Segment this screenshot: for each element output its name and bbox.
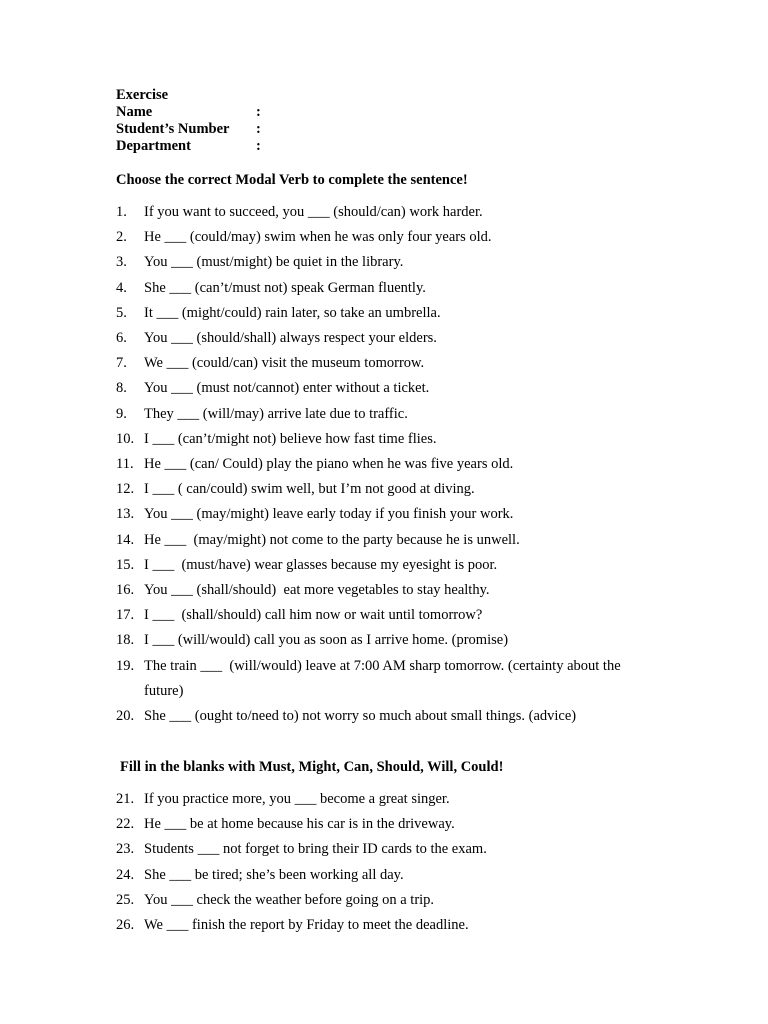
question-item — [116, 502, 656, 527]
question-text: It ___ (might/could) rain later, so take an umbrella. — [144, 304, 441, 321]
question-text: We ___ (could/can) visit the museum tomorrow. — [144, 355, 425, 372]
question-item — [116, 812, 656, 837]
question-text: The train ___ (will/would) leave at 7:00 AM sharp tomorrow. (certainty about the future) — [144, 657, 625, 699]
question-item — [116, 654, 656, 704]
section1-instruction: Choose the correct Modal Verb to complete the sentence! — [116, 172, 468, 188]
question-item — [116, 863, 656, 888]
question-number: 7. — [116, 355, 127, 372]
exercise-title: Exercise — [116, 87, 169, 103]
question-number: 16. — [116, 582, 135, 599]
section1-question-list — [116, 200, 656, 729]
question-number: 20. — [116, 708, 135, 725]
question-number: 24. — [116, 866, 135, 883]
question-item — [116, 301, 656, 326]
question-number: 2. — [116, 229, 127, 246]
question-text: You ___ (may/might) leave early today if you finish your work. — [144, 506, 514, 523]
question-text: I ___ (must/have) wear glasses because my eyesight is poor. — [144, 556, 498, 573]
question-number: 21. — [116, 791, 135, 807]
question-number: 19. — [116, 657, 135, 674]
question-item — [116, 787, 656, 812]
question-number: 11. — [116, 456, 134, 473]
question-text: I ___ (can’t/might not) believe how fast time flies. — [144, 430, 437, 447]
question-number: 15. — [116, 556, 135, 573]
question-text: She ___ (ought to/need to) not worry so much about small things. (advice) — [144, 708, 577, 725]
question-text: You ___ (should/shall) always respect your elders. — [144, 330, 437, 347]
question-text: She ___ be tired; she’s been working all day. — [144, 866, 404, 883]
question-number: 10. — [116, 430, 135, 447]
question-text: Students ___ not forget to bring their ID cards to the exam. — [144, 841, 487, 858]
question-number: 9. — [116, 405, 127, 422]
department-field-colon: : — [256, 138, 261, 154]
question-item — [116, 837, 656, 862]
question-item — [116, 888, 656, 913]
question-item — [116, 351, 656, 376]
question-item — [116, 603, 656, 628]
name-field-label: Name — [116, 104, 153, 120]
question-text: I ___ (will/would) call you as soon as I arrive home. (promise) — [144, 632, 509, 649]
exercise-title-row — [116, 87, 266, 104]
question-item — [116, 200, 656, 225]
question-text: You ___ (shall/should) eat more vegetables to stay healthy. — [144, 582, 490, 599]
question-item — [116, 326, 656, 351]
question-text: If you practice more, you ___ become a great singer. — [144, 791, 450, 807]
question-text: You ___ check the weather before going on a trip. — [144, 891, 435, 908]
question-item — [116, 402, 656, 427]
question-number: 1. — [116, 204, 127, 220]
question-number: 22. — [116, 816, 135, 833]
question-item — [116, 376, 656, 401]
question-text: They ___ (will/may) arrive late due to traffic. — [144, 405, 408, 422]
question-number: 6. — [116, 330, 127, 347]
question-item — [116, 250, 656, 275]
question-number: 13. — [116, 506, 135, 523]
department-field-row — [116, 138, 266, 155]
question-text: He ___ (can/ Could) play the piano when he was five years old. — [144, 456, 514, 473]
question-item — [116, 913, 656, 938]
question-item — [116, 276, 656, 301]
question-text: If you want to succeed, you ___ (should/can) work harder. — [144, 204, 483, 220]
question-number: 5. — [116, 304, 127, 321]
question-number: 17. — [116, 607, 135, 624]
section2-question-list — [116, 787, 656, 938]
question-number: 12. — [116, 481, 135, 498]
question-item — [116, 578, 656, 603]
question-item — [116, 427, 656, 452]
question-text: You ___ (must not/cannot) enter without a ticket. — [144, 380, 430, 397]
question-item — [116, 452, 656, 477]
department-field-label: Department — [116, 138, 191, 154]
question-text: We ___ finish the report by Friday to meet the deadline. — [144, 917, 469, 934]
question-text: He ___ be at home because his car is in the driveway. — [144, 816, 455, 833]
question-number: 14. — [116, 531, 135, 548]
question-item — [116, 477, 656, 502]
question-text: You ___ (must/might) be quiet in the library. — [144, 254, 404, 271]
student-number-field-row — [116, 121, 266, 138]
question-text: She ___ (can’t/must not) speak German fluently. — [144, 279, 426, 296]
name-field-colon: : — [256, 104, 261, 120]
question-item — [116, 704, 656, 729]
name-field-row — [116, 104, 266, 121]
question-number: 23. — [116, 841, 135, 858]
question-number: 18. — [116, 632, 135, 649]
question-item — [116, 628, 656, 653]
question-item — [116, 225, 656, 250]
question-number: 4. — [116, 279, 127, 296]
student-number-field-colon: : — [256, 121, 261, 137]
question-number: 8. — [116, 380, 127, 397]
exercise-header — [116, 87, 266, 155]
question-text: He ___ (may/might) not come to the party because he is unwell. — [144, 531, 520, 548]
section2-instruction: Fill in the blanks with Must, Might, Can, Should, Will, Could! — [120, 759, 504, 775]
question-number: 26. — [116, 917, 135, 934]
question-text: He ___ (could/may) swim when he was only four years old. — [144, 229, 492, 246]
question-number: 25. — [116, 891, 135, 908]
question-text: I ___ ( can/could) swim well, but I’m not good at diving. — [144, 481, 475, 498]
question-item — [116, 553, 656, 578]
question-number: 3. — [116, 254, 127, 271]
question-item — [116, 528, 656, 553]
student-number-field-label: Student’s Number — [116, 121, 230, 137]
question-text: I ___ (shall/should) call him now or wait until tomorrow? — [144, 607, 483, 624]
